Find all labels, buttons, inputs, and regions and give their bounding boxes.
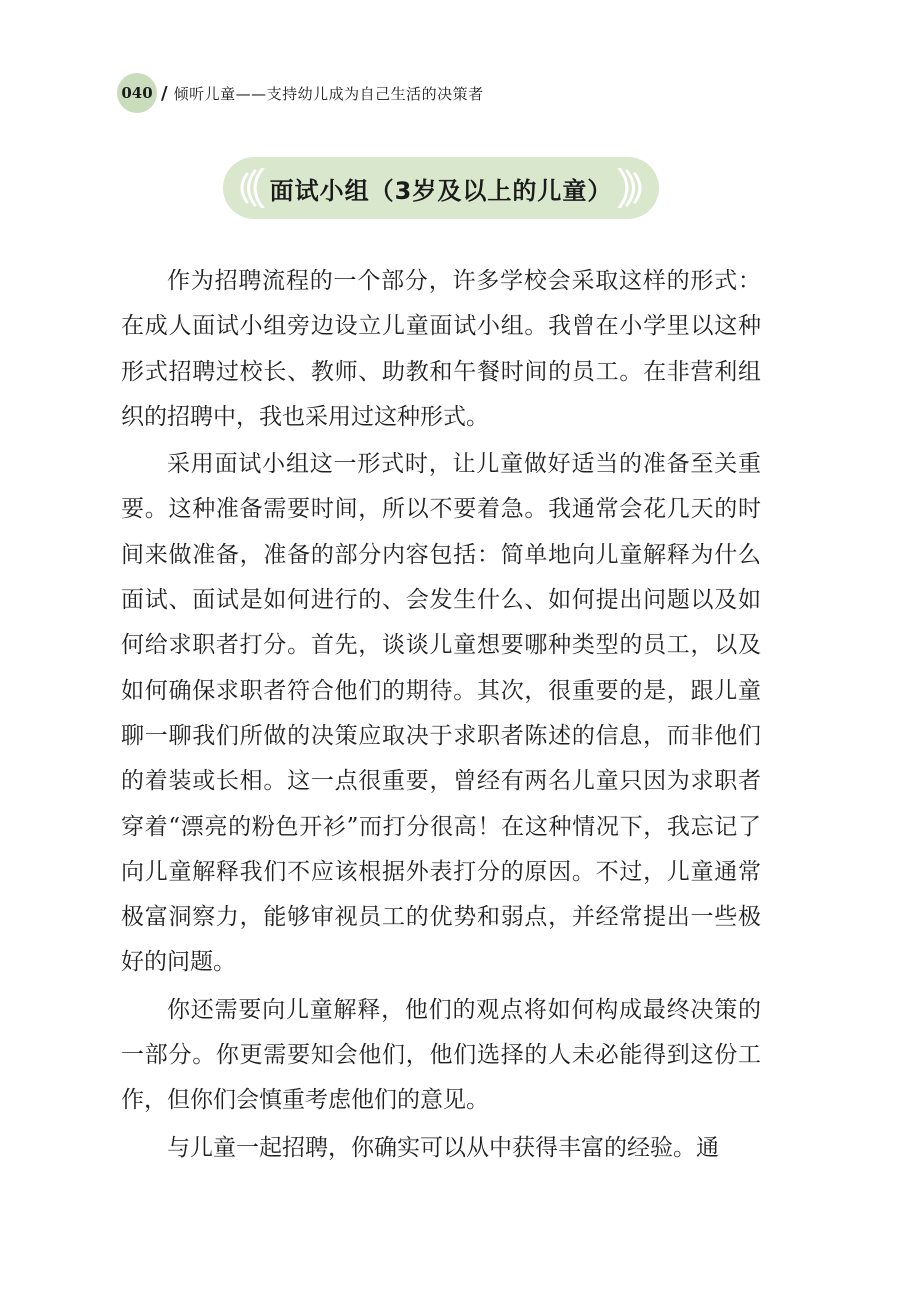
paragraph: 作为招聘流程的一个部分，许多学校会采取这样的形式：在成人面试小组旁边设立儿童面试小组。我曾在小学里以这种形式招聘过校长、教师、助教和午餐时间的员工。在非营利组织的招聘中，我也采用过这种形式。 [121, 268, 761, 430]
body-text [121, 259, 761, 1173]
section-title: 面试小组（3岁及以上的儿童） [269, 176, 613, 205]
sound-wave-right-icon [611, 168, 651, 208]
paragraph: 采用面试小组这一形式时，让儿童做好适当的准备至关重要。这种准备需要时间，所以不要着急。我通常会花几天的时间来做准备，准备的部分内容包括：简单地向儿童解释为什么面试、面试是如何进行的、会发生什么、如何提出问题以及如何给求职者打分。首先，谈谈儿童想要哪种类型的员工，以及如何确保求职者符合他们的期待。其次，很重要的是，跟儿童聊一聊我们所做的决策应取决于求职者陈述的信息，而非他们的着装或长相。这一点很重要，曾经有两名儿童只因为求职者穿着“漂亮的粉色开衫”而打分很高！在这种情况下，我忘记了向儿童解释我们不应该根据外表打分的原因。不过，儿童通常极富洞察力，能够审视员工的优势和弱点，并经常提出一些极好的问题。 [121, 451, 761, 976]
header-separator: / [161, 82, 168, 104]
sound-wave-left-icon [231, 168, 271, 208]
running-header [117, 74, 484, 112]
paragraph: 你还需要向儿童解释，他们的观点将如何构成最终决策的一部分。你更需要知会他们，他们选择的人未必能得到这份工作，但你们会慎重考虑他们的意见。 [121, 996, 761, 1114]
page-number-badge: 040 [117, 73, 157, 113]
paragraph: 与儿童一起招聘，你确实可以从中获得丰富的经验。通 [167, 1134, 719, 1161]
book-title: 倾听儿童——支持幼儿成为自己生活的决策者 [173, 84, 484, 103]
section-title-band [223, 157, 659, 219]
